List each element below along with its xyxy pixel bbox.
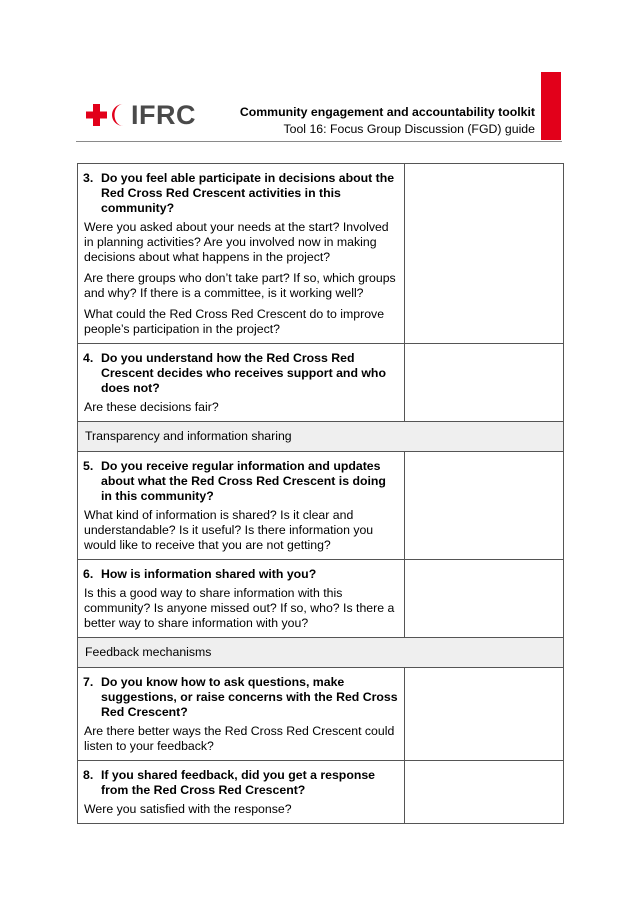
probe-text: Were you asked about your needs at the start? Involved in planning activities? Are you involved now in making decisions about what happens in the project? bbox=[84, 220, 389, 264]
toolkit-title: Community engagement and accountability toolkit bbox=[239, 105, 535, 119]
question-number: 7. bbox=[83, 675, 94, 689]
question-cell bbox=[78, 668, 405, 761]
probe-text: Are these decisions fair? bbox=[84, 400, 219, 414]
notes-cell[interactable] bbox=[405, 452, 564, 560]
question-text: Do you know how to ask questions, make suggestions, or raise concerns with the Red Cross Red Crescent? bbox=[101, 675, 398, 719]
question-text: How is information shared with you? bbox=[101, 567, 317, 581]
document-header bbox=[240, 104, 535, 138]
question-cell bbox=[78, 560, 405, 638]
question bbox=[78, 668, 404, 720]
logo-wordmark: IFRC bbox=[131, 100, 196, 130]
question-row bbox=[78, 668, 564, 761]
question-number: 4. bbox=[83, 351, 94, 365]
question-number: 3. bbox=[83, 171, 94, 185]
probe-text: What kind of information is shared? Is it clear and understandable? Is it useful? Is there information you would like to receive that you are not getting? bbox=[84, 508, 374, 552]
notes-cell[interactable] bbox=[405, 344, 564, 422]
question-text: Do you understand how the Red Cross Red Crescent decides who receives support and who does not? bbox=[101, 351, 386, 395]
question-row bbox=[78, 452, 564, 560]
question-text: Do you feel able participate in decisions about the Red Cross Red Crescent activities in this community? bbox=[101, 171, 395, 215]
notes-cell[interactable] bbox=[405, 761, 564, 824]
tool-subtitle: Tool 16: Focus Group Discussion (FGD) guide bbox=[283, 122, 535, 136]
question-cell bbox=[78, 452, 405, 560]
question-row bbox=[78, 761, 564, 824]
question-cell bbox=[78, 761, 405, 824]
question-row bbox=[78, 344, 564, 422]
probe-text: Are there groups who don’t take part? If so, which groups and why? If there is a committee, is it working well? bbox=[84, 271, 396, 300]
section-heading: Transparency and information sharing bbox=[78, 422, 564, 452]
probe-text: Is this a good way to share information with this community? Is anyone missed out? If so, who? Is there a better way to share information with you? bbox=[84, 586, 395, 630]
header-divider bbox=[76, 141, 562, 142]
ifrc-logo bbox=[86, 101, 196, 129]
cross-crescent-icon bbox=[86, 101, 130, 129]
notes-cell[interactable] bbox=[405, 164, 564, 344]
question-row bbox=[78, 164, 564, 344]
question bbox=[78, 344, 404, 396]
question-row bbox=[78, 560, 564, 638]
fgd-question-table bbox=[77, 163, 564, 824]
question-number: 5. bbox=[83, 459, 94, 473]
question-text: Do you receive regular information and updates about what the Red Cross Red Crescent is doing in this community? bbox=[101, 459, 386, 503]
question-cell bbox=[78, 164, 405, 344]
probe-text: What could the Red Cross Red Crescent do to improve people’s participation in the project? bbox=[84, 307, 385, 336]
notes-cell[interactable] bbox=[405, 668, 564, 761]
probe-text: Are there better ways the Red Cross Red Crescent could listen to your feedback? bbox=[84, 724, 395, 753]
notes-cell[interactable] bbox=[405, 560, 564, 638]
question bbox=[78, 761, 404, 798]
brand-color-tab bbox=[541, 72, 561, 140]
question-number: 6. bbox=[83, 567, 94, 581]
question-text: If you shared feedback, did you get a response from the Red Cross Red Crescent? bbox=[101, 768, 376, 797]
section-row bbox=[78, 638, 564, 668]
question bbox=[78, 164, 404, 216]
probe-text: Were you satisfied with the response? bbox=[84, 802, 292, 816]
question-cell bbox=[78, 344, 405, 422]
section-row bbox=[78, 422, 564, 452]
question bbox=[78, 452, 404, 504]
question-number: 8. bbox=[83, 768, 94, 782]
question bbox=[78, 560, 404, 582]
section-heading: Feedback mechanisms bbox=[78, 638, 564, 668]
